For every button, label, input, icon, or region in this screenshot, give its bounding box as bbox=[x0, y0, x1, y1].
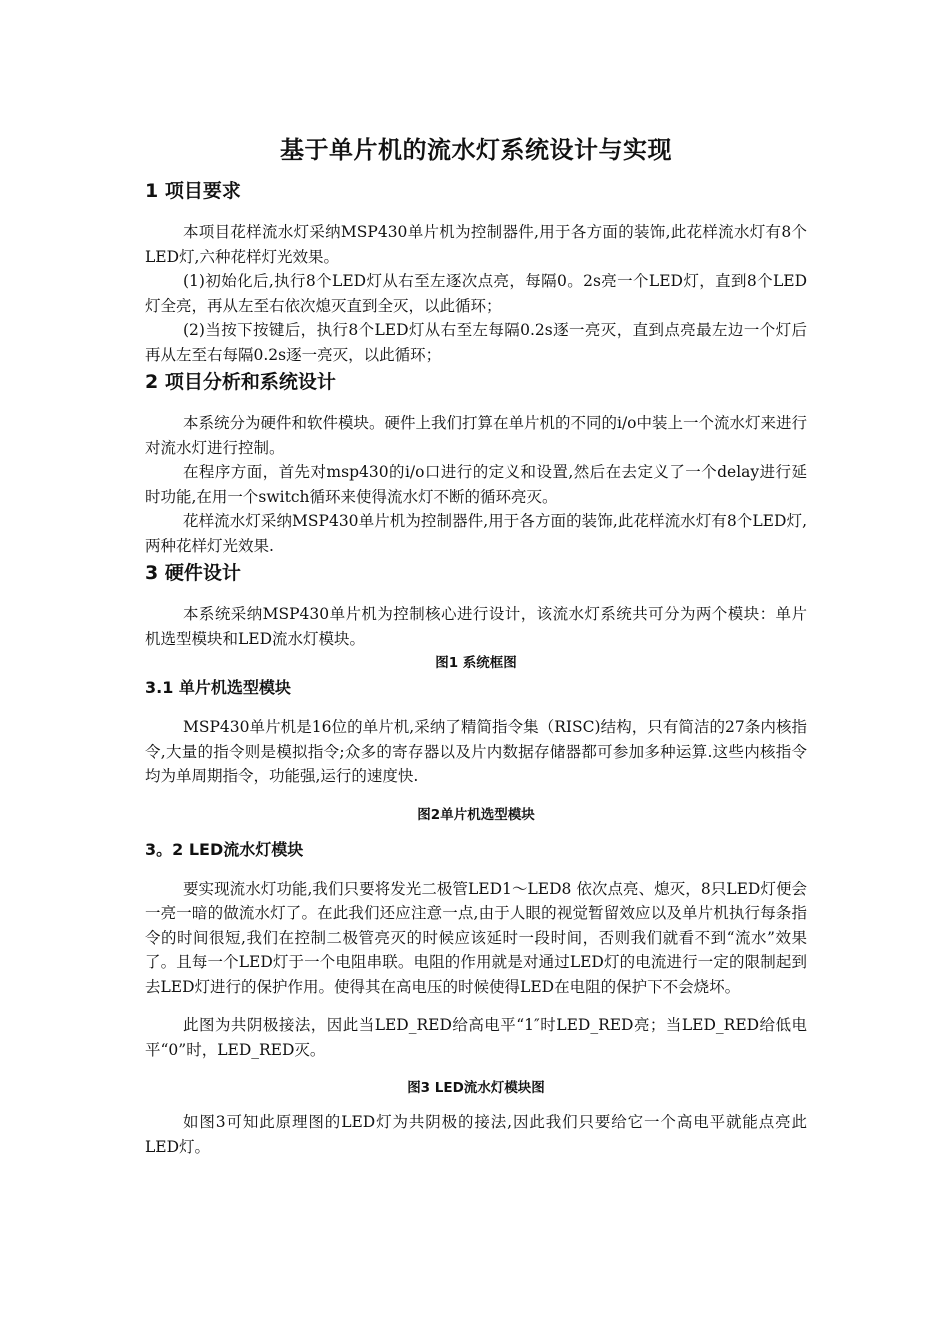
section-heading-1: 1 项目要求 bbox=[145, 180, 241, 202]
paragraph: 要实现流水灯功能,我们只要将发光二极管LED1～LED8 依次点亮、熄灭，8只LED灯便会一亮一暗的做流水灯了。在此我们还应注意一点,由于人眼的视觉暂留效应以及单片机执行每条指令的时间很短,我们在控制二极管亮灭的时候应该延时一段时间，否则我们就看不到“流水”效果了。且每一个LED灯于一个电阻串联。电阻的作用就是对通过LED灯的电流进行一定的限制起到去LED灯进行的保护作用。使得其在高电压的时候使得LED在电阻的保护下不会烧坏。 bbox=[145, 879, 807, 996]
figure-caption-2: 图2单片机选型模块 bbox=[417, 806, 535, 823]
section-heading-2: 2 项目分析和系统设计 bbox=[145, 371, 336, 393]
paragraph: 本项目花样流水灯采纳MSP430单片机为控制器件,用于各方面的装饰,此花样流水灯有8个LED灯,六种花样灯光效果。 bbox=[145, 223, 807, 266]
paragraph: 如图3可知此原理图的LED灯为共阴极的接法,因此我们只要给它一个高电平就能点亮此LED灯。 bbox=[145, 1113, 807, 1156]
figure-caption-1: 图1 系统框图 bbox=[435, 655, 517, 671]
document-page bbox=[145, 130, 807, 1159]
subsection-heading-3-1: 3.1 单片机选型模块 bbox=[145, 678, 291, 697]
figure-caption-3: 图3 LED流水灯模块图 bbox=[407, 1080, 545, 1096]
paragraph: 在程序方面，首先对msp430的i/o口进行的定义和设置,然后在去定义了一个delay进行延时功能,在用一个switch循环来使得流水灯不断的循环亮灭。 bbox=[145, 463, 807, 506]
paragraph: 花样流水灯采纳MSP430单片机为控制器件,用于各方面的装饰,此花样流水灯有8个LED灯,两种花样灯光效果. bbox=[145, 512, 807, 555]
paragraph: (2)当按下按键后，执行8个LED灯从右至左每隔0.2s逐一亮灭，直到点亮最左边一个灯后再从左至右每隔0.2s逐一亮灭，以此循环； bbox=[145, 321, 807, 364]
section-heading-3: 3 硬件设计 bbox=[145, 562, 241, 584]
paragraph: 本系统分为硬件和软件模块。硬件上我们打算在单片机的不同的i/o中装上一个流水灯来进行对流水灯进行控制。 bbox=[145, 414, 808, 457]
paragraph: 此图为共阴极接法，因此当LED_RED给高电平“1″时LED_RED亮；当LED_RED给低电平“0”时，LED_RED灭。 bbox=[145, 1016, 807, 1059]
paragraph: 本系统采纳MSP430单片机为控制核心进行设计，该流水灯系统共可分为两个模块：单片机选型模块和LED流水灯模块。 bbox=[145, 605, 807, 648]
paragraph: MSP430单片机是16位的单片机,采纳了精简指令集（RISC)结构，只有简洁的27条内核指令,大量的指令则是模拟指令;众多的寄存器以及片内数据存储器都可参加多种运算.这些内核指令均为单周期指令，功能强,运行的速度快. bbox=[145, 718, 807, 785]
subsection-heading-3-2: 3。2 LED流水灯模块 bbox=[145, 839, 304, 859]
page-title: 基于单片机的流水灯系统设计与实现 bbox=[280, 135, 672, 164]
paragraph: (1)初始化后,执行8个LED灯从右至左逐次点亮，每隔0。2s亮一个LED灯，直到8个LED灯全亮，再从左至右依次熄灭直到全灭，以此循环； bbox=[145, 272, 807, 315]
